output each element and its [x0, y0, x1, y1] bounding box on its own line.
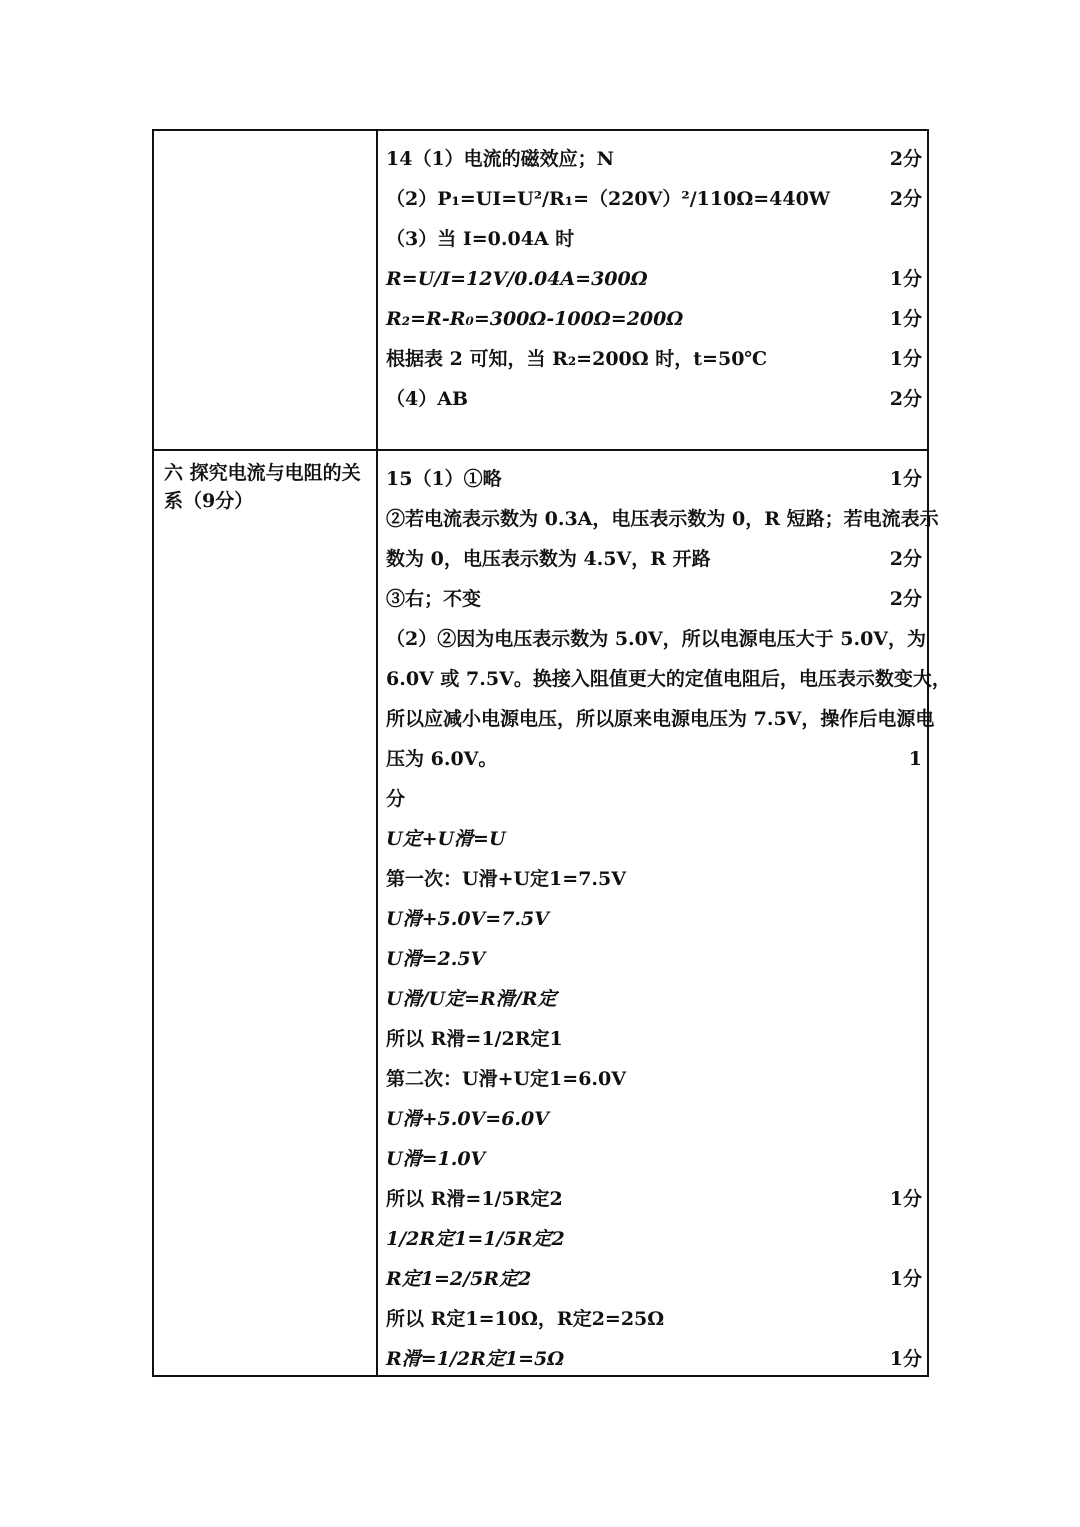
answer-text: U定+U滑=U	[386, 828, 506, 850]
column-divider	[376, 131, 378, 451]
answer-text: R=U/I=12V/0.04A=300Ω	[386, 268, 648, 290]
answer-text: U滑=1.0V	[386, 1148, 486, 1170]
answer-text: 第一次：U滑+U定1=7.5V	[386, 868, 626, 890]
answer-text: 第二次：U滑+U定1=6.0V	[386, 1068, 626, 1090]
answer-line	[386, 1259, 922, 1299]
answer-text: 1/2R定1=1/5R定2	[386, 1228, 565, 1250]
score-label: 1分	[889, 308, 922, 330]
score-label: 2分	[889, 588, 922, 610]
section-label: 六 探究电流与电阻的关系（9分）	[164, 462, 361, 512]
answer-text: 6.0V 或 7.5V。换接入阻值更大的定值电阻后，电压表示数变大，	[386, 668, 951, 690]
answer-line	[386, 819, 922, 859]
answer-text: （2）P₁=UI=U²/R₁=（220V）²/110Ω=440W	[386, 188, 831, 210]
answer-line	[386, 739, 922, 779]
answer-line	[386, 379, 922, 419]
answer-text: 15（1）①略	[386, 468, 502, 490]
answer-line	[386, 1219, 922, 1259]
answer-text: 数为 0，电压表示数为 4.5V，R 开路	[386, 548, 711, 570]
answer-text: R滑=1/2R定1=5Ω	[386, 1348, 565, 1370]
answer-line	[386, 979, 922, 1019]
answer-line	[386, 459, 922, 499]
answer-text: （4）AB	[386, 388, 469, 410]
score-label: 2分	[889, 188, 922, 210]
answer-text: 分	[386, 788, 406, 810]
answer-text: 所以应减小电源电压，所以原来电源电压为 7.5V，操作后电源电	[386, 708, 935, 730]
answer-text: 所以 R定1=10Ω，R定2=25Ω	[386, 1308, 665, 1330]
answer-table	[152, 129, 951, 1377]
answer-line	[386, 1099, 922, 1139]
answer-line	[386, 1139, 922, 1179]
answer-line	[386, 699, 935, 739]
table-row	[152, 129, 929, 451]
answer-text: （3）当 I=0.04A 时	[386, 228, 575, 250]
score-label: 1分	[889, 468, 922, 490]
score-label: 1分	[889, 1348, 922, 1370]
answer-line	[386, 619, 927, 659]
answer-text: R定1=2/5R定2	[386, 1268, 532, 1290]
answer-line	[386, 579, 922, 619]
column-divider	[376, 451, 378, 1375]
answer-text: （2）②因为电压表示数为 5.0V，所以电源电压大于 5.0V，为	[386, 628, 927, 650]
answer-text: 压为 6.0V。	[386, 748, 498, 770]
answer-line	[386, 1299, 922, 1339]
answer-line	[386, 339, 922, 379]
answer-text: 所以 R滑=1/5R定2	[386, 1188, 563, 1210]
answer-line	[386, 1179, 922, 1219]
answer-text: R₂=R-R₀=300Ω-100Ω=200Ω	[386, 308, 684, 330]
answer-line	[386, 939, 922, 979]
score-label: 2分	[889, 548, 922, 570]
answer-text: U滑+5.0V=7.5V	[386, 908, 550, 930]
answer-text: 根据表 2 可知，当 R₂=200Ω 时，t=50℃	[386, 348, 768, 370]
answer-text: ②若电流表示数为 0.3A，电压表示数为 0，R 短路；若电流表示	[386, 508, 939, 530]
answer-text: U滑/U定=R滑/R定	[386, 988, 557, 1010]
answer-line	[386, 219, 922, 259]
answer-line	[386, 1019, 922, 1059]
score-label: 2分	[889, 388, 922, 410]
table-row	[152, 449, 951, 1377]
answer-line	[386, 499, 939, 539]
score-label: 1分	[889, 268, 922, 290]
answer-line	[386, 659, 951, 699]
answer-line	[386, 179, 922, 219]
score-label: 1分	[889, 1188, 922, 1210]
answer-text: U滑=2.5V	[386, 948, 486, 970]
answer-line	[386, 1339, 922, 1379]
score-label: 1	[908, 748, 922, 770]
answer-text: U滑+5.0V=6.0V	[386, 1108, 550, 1130]
answer-line	[386, 539, 922, 579]
answer-text: ③右；不变	[386, 588, 482, 610]
answer-line	[386, 299, 922, 339]
answer-line	[386, 1059, 922, 1099]
score-label: 1分	[889, 1268, 922, 1290]
answer-line	[386, 139, 922, 179]
answer-text: 所以 R滑=1/2R定1	[386, 1028, 563, 1050]
answer-line	[386, 859, 922, 899]
answer-line	[386, 779, 922, 819]
answer-text: 14（1）电流的磁效应；N	[386, 148, 615, 170]
score-label: 1分	[889, 348, 922, 370]
answer-line	[386, 899, 922, 939]
answer-line	[386, 259, 922, 299]
score-label: 2分	[889, 148, 922, 170]
